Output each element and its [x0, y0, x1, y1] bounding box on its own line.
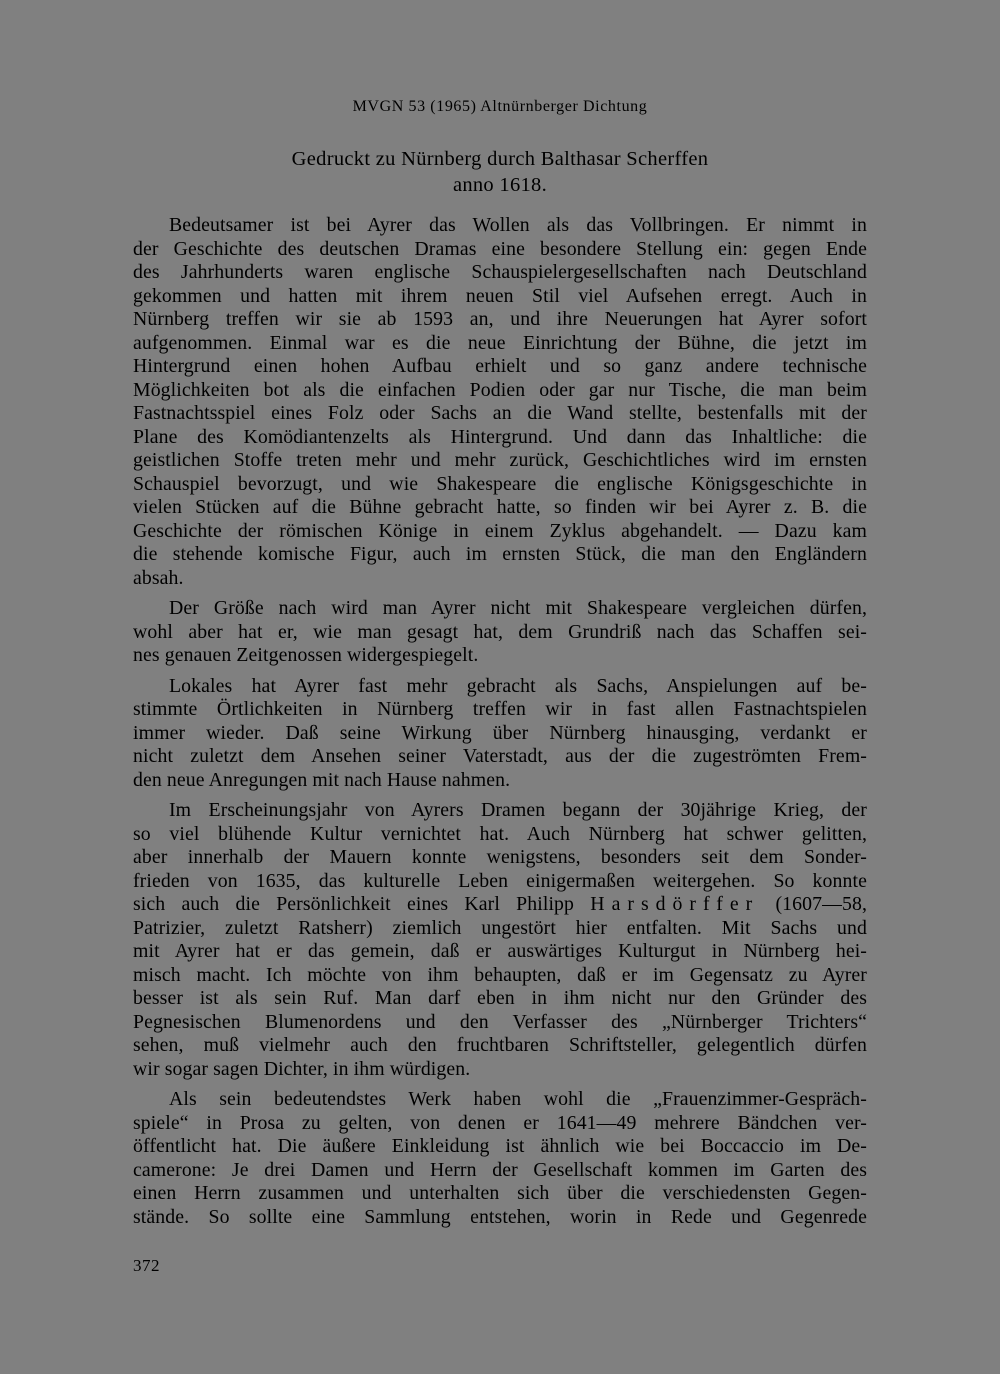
text-line: Nürnberg treffen wir sie ab 1593 an, und ihre Neuerungen hat Ayrer sofort: [133, 308, 867, 330]
text-line: Geschichte der römischen Könige in einem Zyklus abgehandelt. — Dazu kam: [133, 519, 867, 542]
text-line: Fastnachtsspiel eines Folz oder Sachs an die Wand stellte, bestenfalls mit der: [133, 402, 867, 424]
text-line: stände. So sollte eine Sammlung entstehen, worin in Rede und Gegenrede: [133, 1205, 867, 1228]
text-line: Im Erscheinungsjahr von Ayrers Dramen begann der 30jährige Krieg, der: [169, 799, 867, 821]
text-line: Lokales hat Ayrer fast mehr gebracht als Sachs, Anspielungen auf be-: [169, 674, 867, 697]
text-line: frieden von 1635, das kulturelle Leben einigermaßen weitergehen. So konnte: [133, 869, 867, 892]
paragraph: [133, 799, 867, 1081]
text-line: absah.: [133, 566, 184, 589]
text-line: Patrizier, zuletzt Ratsherr) ziemlich ungestört hier entfalten. Mit Sachs und: [133, 916, 867, 939]
text-line: Bedeutsamer ist bei Ayrer das Wollen als das Vollbringen. Er nimmt in: [169, 214, 867, 236]
text-line: den neue Anregungen mit nach Hause nahmen.: [133, 768, 511, 791]
text-line: nes genauen Zeitgenossen widergespiegelt.: [133, 644, 479, 666]
text-line: aber innerhalb der Mauern konnte wenigstens, besonders seit dem Sonder-: [133, 846, 867, 868]
text-line: Als sein bedeutendstes Werk haben wohl die „Frauenzimmer-Gespräch-: [169, 1088, 867, 1110]
text-line: sehen, muß vielmehr auch den fruchtbaren Schriftsteller, gelegentlich dürfen: [133, 1034, 867, 1056]
text-line: aufgenommen. Einmal war es die neue Einrichtung der Bühne, die jetzt im: [133, 331, 867, 354]
text-line: so viel blühende Kultur vernichtet hat. Auch Nürnberg hat schwer gelitten,: [133, 822, 867, 845]
text-line: öffentlicht hat. Die äußere Einkleidung ist ähnlich wie bei Boccaccio im De-: [133, 1135, 867, 1157]
text-line: immer wieder. Daß seine Wirkung über Nürnberg hinausging, verdankt er: [133, 721, 867, 744]
text-line: besser ist als sein Ruf. Man darf eben in ihm nicht nur den Gründer des: [133, 987, 867, 1009]
text-line: wir sogar sagen Dichter, in ihm würdigen.: [133, 1057, 471, 1080]
text-line: geistlichen Stoffe treten mehr und mehr zurück, Geschichtliches wird im ernsten: [133, 449, 867, 471]
text-line: nicht zuletzt dem Ansehen seiner Vaterstadt, aus der die zugeströmten Frem-: [133, 745, 867, 767]
paragraph: [133, 597, 867, 668]
text-line: Plane des Komödiantenzelts als Hintergrund. Und dann das Inhaltliche: die: [133, 425, 867, 448]
text-line-with-name: [133, 893, 867, 917]
text-line: misch macht. Ich möchte von ihm behaupten, daß er im Gegensatz zu Ayrer: [133, 963, 867, 986]
title-line-1: Gedruckt zu Nürnberg durch Balthasar Scherffen: [291, 148, 709, 170]
title-block: [0, 146, 1000, 198]
text-line: Pegnesischen Blumenordens und den Verfasser des „Nürnberger Trichters“: [133, 1010, 867, 1033]
running-head: MVGN 53 (1965) Altnürnberger Dichtung: [352, 98, 648, 115]
page-number: 372: [133, 1256, 160, 1275]
title-line-2: anno 1618.: [452, 174, 548, 196]
text-line: Möglichkeiten bot als die einfachen Podien oder gar nur Tische, die man beim: [133, 378, 867, 401]
spaced-name: Harsdörffer: [590, 893, 760, 915]
text-line: spiele“ in Prosa zu gelten, von denen er 1641—49 mehrere Bändchen ver-: [133, 1111, 867, 1134]
text-line: Der Größe nach wird man Ayrer nicht mit Shakespeare vergleichen dürfen,: [169, 597, 867, 619]
text-line: einen Herrn zusammen und unterhalten sich über die verschiedensten Gegen-: [133, 1182, 867, 1204]
body-text: [133, 214, 867, 1236]
text-line: vielen Stücken auf die Bühne gebracht hatte, so finden wir bei Ayrer z. B. die: [133, 496, 867, 518]
paragraph: [133, 675, 867, 793]
text-line: stimmte Örtlichkeiten in Nürnberg treffen wir in fast allen Fastnachtspielen: [133, 698, 867, 720]
text-line: Hintergrund einen hohen Aufbau erhielt und so ganz andere technische: [133, 355, 867, 377]
text-line: des Jahrhunderts waren englische Schauspielergesellschaften nach Deutschland: [133, 261, 867, 283]
text-line: mit Ayrer hat er das gemein, daß er auswärtiges Kulturgut in Nürnberg hei-: [133, 940, 867, 962]
text-line: wohl aber hat er, wie man gesagt hat, dem Grundriß nach das Schaffen sei-: [133, 620, 867, 643]
text-segment: (1607—58,: [759, 893, 868, 915]
paragraph: [133, 1088, 867, 1229]
paragraph: [133, 214, 867, 590]
text-line: camerone: Je drei Damen und Herrn der Gesellschaft kommen im Garten des: [133, 1158, 867, 1181]
text-line: gekommen und hatten mit ihrem neuen Stil viel Aufsehen erregt. Auch in: [133, 284, 867, 307]
text-line: die stehende komische Figur, auch im ernsten Stück, die man den Engländern: [133, 543, 867, 565]
text-line: der Geschichte des deutschen Dramas eine besondere Stellung ein: gegen Ende: [133, 237, 867, 260]
text-line: Schauspiel bevorzugt, und wie Shakespeare die englische Königsgeschichte in: [133, 472, 867, 495]
text-segment: sich auch die Persönlichkeit eines Karl Philipp: [133, 893, 591, 915]
